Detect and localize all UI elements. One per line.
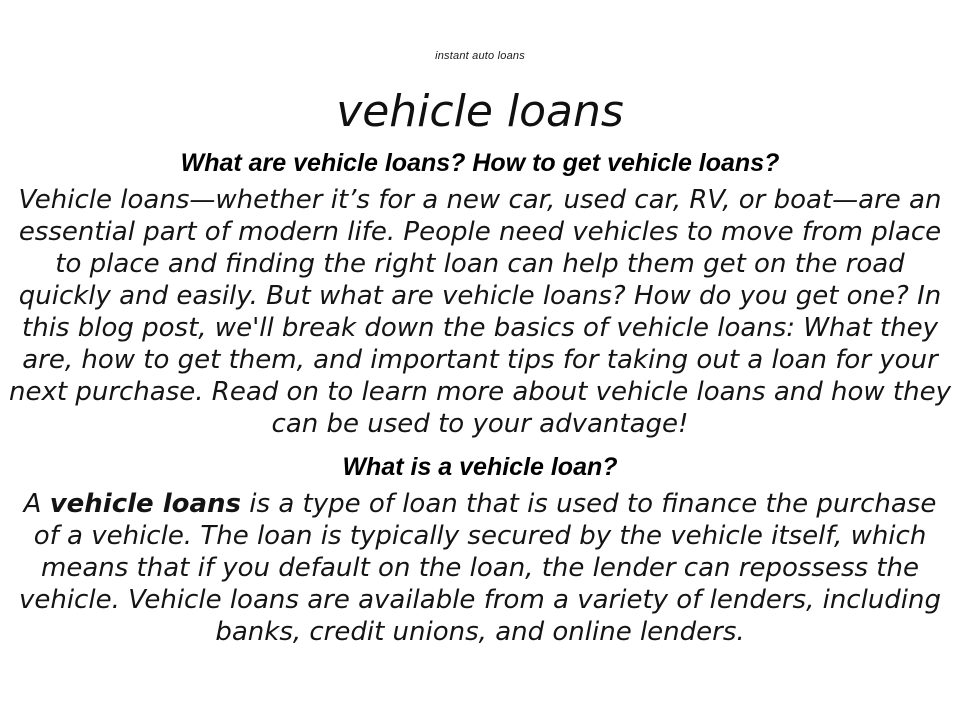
kicker-text: instant auto loans bbox=[435, 50, 525, 62]
paragraph-what-is-a-vehicle-loan bbox=[8, 488, 952, 648]
section-heading-what-is-a-vehicle-loan: What is a vehicle loan? bbox=[342, 453, 618, 482]
paragraph2-suffix: is a type of loan that is used to finance the purchase of a vehicle. The loan is typically secured by the vehicle itself, which means that if you default on the loan, the lender can repossess the vehicle. Vehicle loans are available from a variety of lenders, including banks, credit unions, and online lenders. bbox=[18, 489, 942, 648]
page-title: vehicle loans bbox=[336, 86, 624, 137]
paragraph2-prefix: A bbox=[23, 489, 50, 520]
paragraph-what-are-vehicle-loans: Vehicle loans—whether it’s for a new car, used car, RV, or boat—are an essential part of modern life. People need vehicles to move from place to place and finding the right loan can help them get on the road quickly and easily. But what are vehicle loans? How do you get one? In this blog post, we'll break down the basics of vehicle loans: What they are, how to get them, and important tips for taking out a loan for your next purchase. Read on to learn more about vehicle loans and how they can be used to your advantage! bbox=[9, 185, 951, 440]
section-heading-what-are-vehicle-loans: What are vehicle loans? How to get vehicle loans? bbox=[180, 149, 780, 178]
paragraph2-bold-term: vehicle loans bbox=[49, 489, 242, 520]
